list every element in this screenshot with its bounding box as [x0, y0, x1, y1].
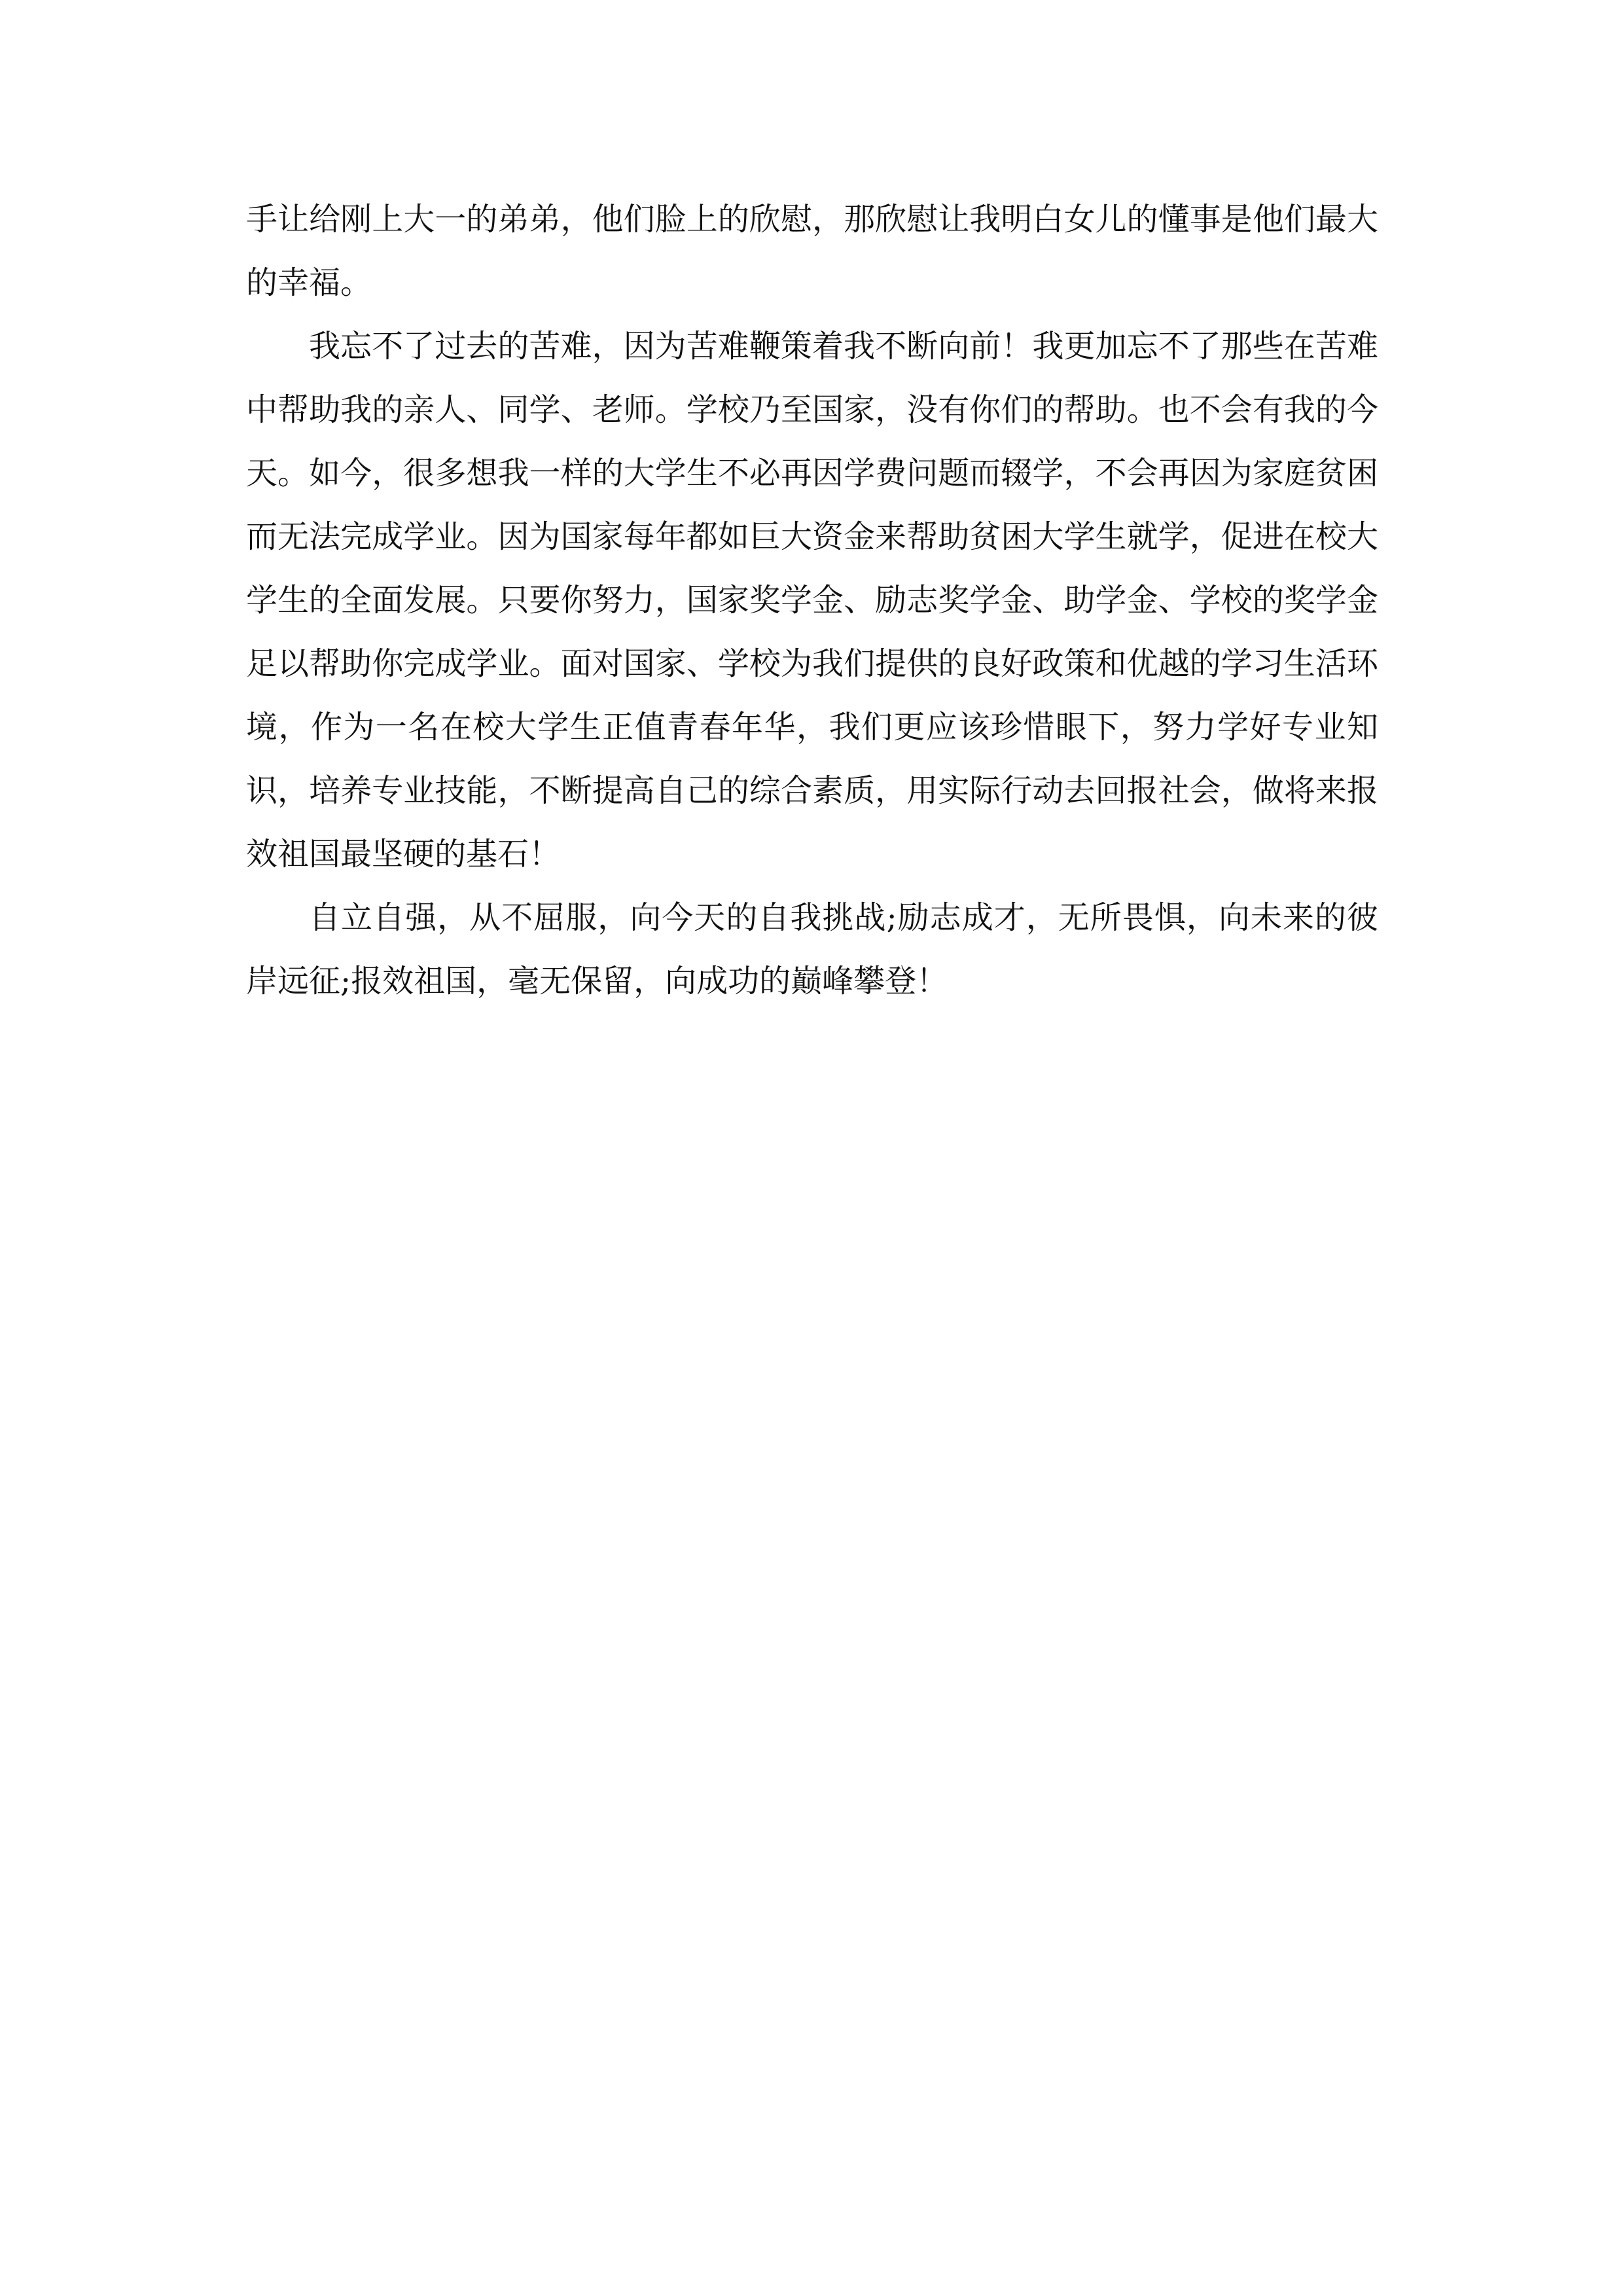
- paragraph-hardship: 我忘不了过去的苦难，因为苦难鞭策着我不断向前！我更加忘不了那些在苦难中帮助我的亲人、同学、老师。学校乃至国家，没有你们的帮助。也不会有我的今天。如今，很多想我一样的大学生不必再因学费问题而辍学，不会再因为家庭贫困而无法完成学业。因为国家每年都如巨大资金来帮助贫困大学生就学，促进在校大学生的全面发展。只要你努力，国家奖学金、励志奖学金、助学金、学校的奖学金足以帮助你完成学业。面对国家、学校为我们提供的良好政策和优越的学习生活环境，作为一名在校大学生正值青春年华，我们更应该珍惜眼下，努力学好专业知识，培养专业技能，不断提高自己的综合素质，用实际行动去回报社会，做将来报效祖国最坚硬的基石！: [246, 328, 1378, 872]
- document-body: [246, 188, 1378, 1013]
- paragraph-closing: 自立自强，从不屈服，向今天的自我挑战;励志成才，无所畏惧，向未来的彼岸远征;报效祖国，毫无保留，向成功的巅峰攀登！: [246, 899, 1378, 999]
- paragraph-continuation: 手让给刚上大一的弟弟，他们脸上的欣慰，那欣慰让我明白女儿的懂事是他们最大的幸福。: [246, 201, 1378, 301]
